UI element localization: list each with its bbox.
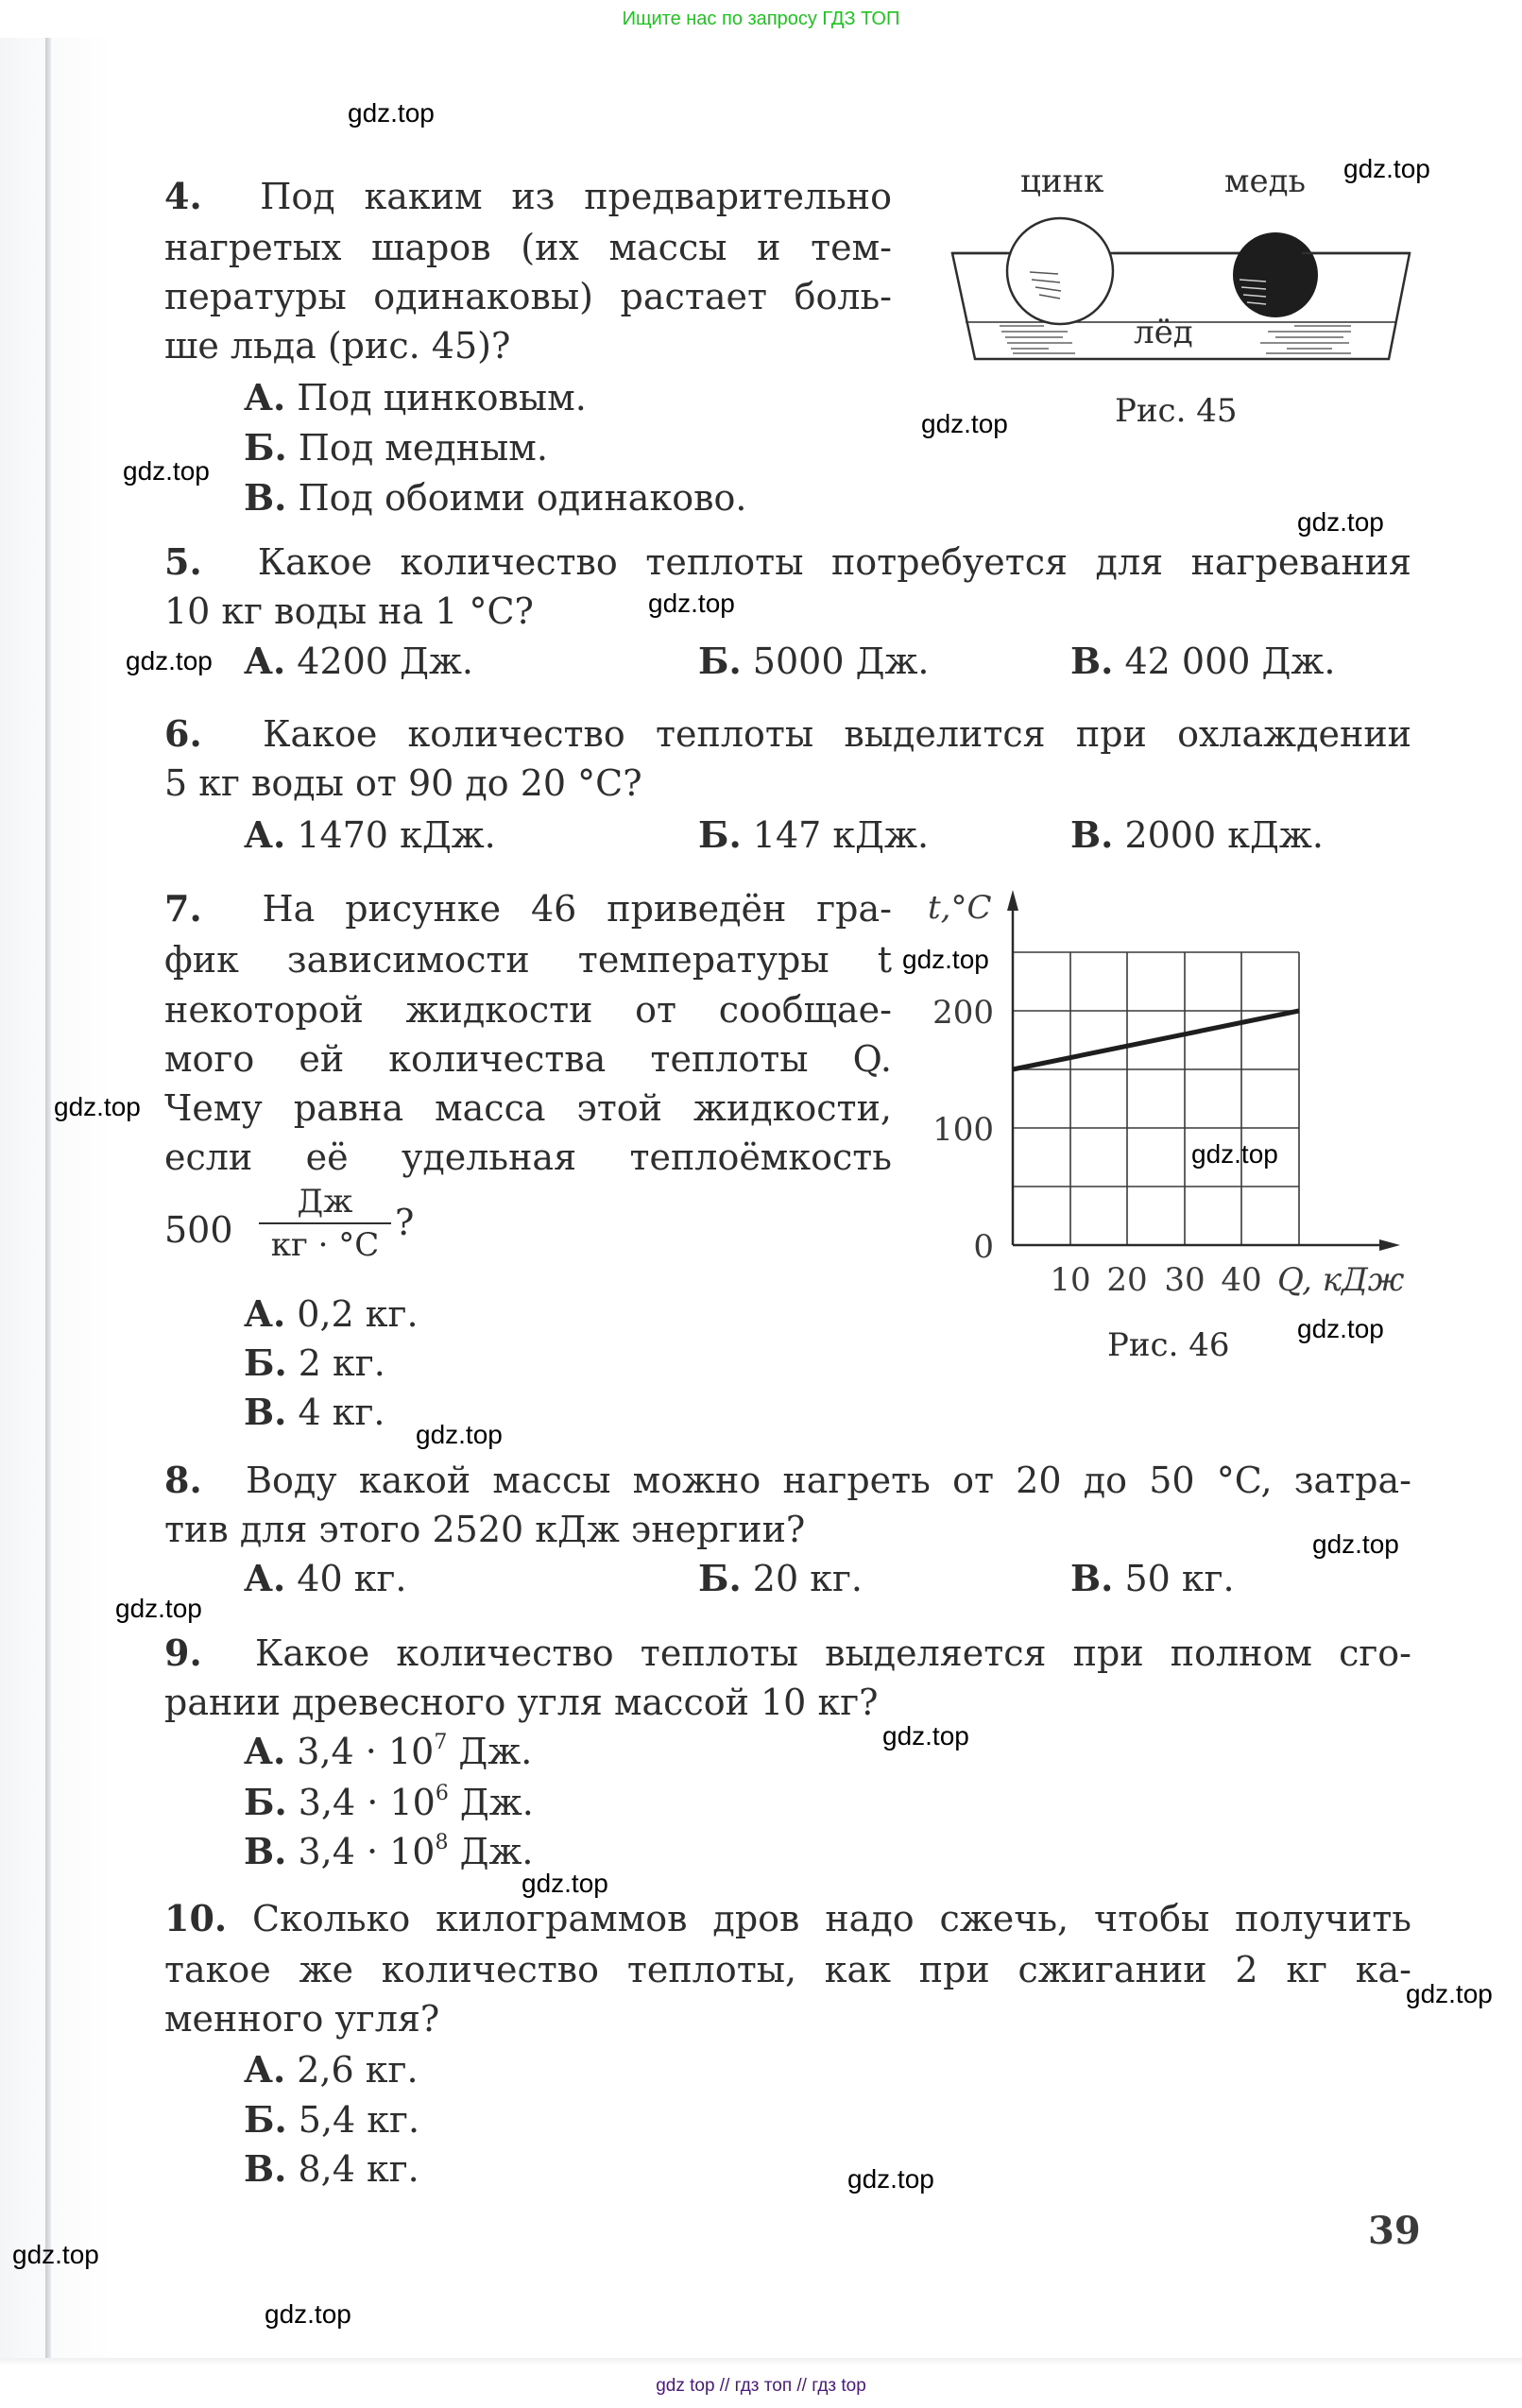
answer-option-b[interactable]	[244, 2095, 419, 2144]
option-letter: В.	[1070, 813, 1114, 856]
watermark: gdz.top	[902, 945, 989, 974]
watermark: gdz.top	[416, 1420, 503, 1449]
option-mantissa: 3,4 · 10	[298, 1831, 436, 1872]
question-line: ше льда (рис. 45)?	[164, 325, 511, 367]
y-tick-200: 200	[932, 994, 994, 1032]
answer-option-b[interactable]	[244, 423, 548, 472]
answer-option-a[interactable]	[244, 1289, 419, 1339]
data-line	[1013, 1011, 1299, 1069]
answer-option-b[interactable]	[698, 1554, 863, 1603]
question-line	[164, 172, 892, 221]
specific-heat-value: 500	[164, 1209, 233, 1251]
question-line: если её удельная теплоёмкость	[164, 1136, 892, 1178]
option-text: 5,4 кг.	[298, 2099, 420, 2141]
question-line: тив для этого 2520 кДж энергии?	[164, 1509, 806, 1550]
question-line: менного угля?	[164, 1998, 440, 2040]
question-number: 10.	[164, 1897, 228, 1939]
x-tick-10: 10	[1050, 1261, 1091, 1299]
y-tick-100: 100	[932, 1111, 994, 1149]
page-bottom-edge	[0, 2358, 1522, 2365]
fraction-bar	[259, 1222, 391, 1224]
option-mantissa: 3,4 · 10	[298, 1782, 436, 1823]
question-text: Какое количество теплоты выделяется при полном сго-	[255, 1632, 1411, 1674]
option-letter: Б.	[244, 426, 287, 469]
question-line: пературы одинаковы) растает боль-	[164, 276, 892, 317]
option-letter: В.	[244, 1830, 287, 1872]
y-axis-label: t,°C	[928, 889, 992, 927]
option-text: 4200 Дж.	[297, 640, 473, 682]
option-letter: В.	[244, 1391, 287, 1433]
option-letter: А.	[244, 2048, 286, 2091]
question-number: 7.	[164, 887, 202, 930]
answer-option-c[interactable]	[1070, 637, 1335, 686]
question-number: 4.	[164, 175, 202, 217]
option-letter: Б.	[244, 2098, 287, 2141]
zinc-ball-icon	[1007, 218, 1113, 324]
question-line	[164, 884, 892, 933]
option-letter: Б.	[698, 1557, 742, 1599]
option-text: 0,2 кг.	[297, 1293, 419, 1335]
option-text: 2 кг.	[298, 1342, 385, 1384]
answer-option-b[interactable]	[698, 637, 930, 686]
option-text: 8,4 кг.	[298, 2148, 419, 2190]
copper-ball-icon	[1233, 232, 1318, 317]
question-number: 6.	[164, 712, 202, 755]
question-line: Чему равна масса этой жидкости,	[164, 1087, 892, 1129]
watermark: gdz.top	[348, 98, 435, 128]
option-text: 2,6 кг.	[297, 2049, 419, 2091]
option-text: Под обоими одинаково.	[298, 477, 747, 519]
x-axis-arrow-icon	[1379, 1239, 1400, 1251]
watermark: gdz.top	[522, 1869, 608, 1898]
option-letter: А.	[244, 1557, 286, 1599]
question-text: Какое количество теплоты выделится при охлаждении	[263, 713, 1411, 755]
option-text: 42 000 Дж.	[1124, 640, 1336, 682]
option-text: 40 кг.	[297, 1558, 407, 1599]
option-letter: А.	[244, 640, 286, 682]
label-copper: медь	[1224, 162, 1307, 200]
question-line	[164, 1629, 1411, 1678]
option-unit: Дж.	[448, 1831, 534, 1872]
question-line	[164, 538, 1411, 587]
question-line: такое же количество теплоты, как при сжигании 2 кг ка-	[164, 1949, 1411, 1990]
watermark: gdz.top	[1191, 1139, 1278, 1169]
question-text: Сколько килограммов дров надо сжечь, чтобы получить	[252, 1898, 1411, 1939]
answer-option-b[interactable]	[698, 811, 929, 860]
question-mark: ?	[395, 1202, 415, 1243]
question-text: Воду какой массы можно нагреть от 20 до 50 °C, затра-	[246, 1460, 1411, 1501]
label-ice: лёд	[1134, 314, 1193, 351]
option-letter: Б.	[244, 1781, 287, 1823]
x-tick-20: 20	[1106, 1261, 1148, 1299]
question-line: рании древесного угля массой 10 кг?	[164, 1682, 879, 1723]
option-letter: А.	[244, 1730, 286, 1772]
figure-45-caption: Рис. 45	[1115, 392, 1238, 430]
option-exponent: 6	[435, 1782, 449, 1805]
answer-option-a[interactable]	[244, 1554, 406, 1603]
question-text: На рисунке 46 приведён гра-	[262, 888, 892, 930]
temperature-heat-chart	[926, 879, 1417, 1323]
label-zinc: цинк	[1020, 162, 1104, 200]
watermark: gdz.top	[847, 2164, 934, 2194]
footer-links: gdz top // гдз топ // гдз top	[656, 2376, 866, 2396]
x-tick-40: 40	[1221, 1261, 1262, 1299]
x-axis-label: Q, кДж	[1277, 1261, 1405, 1299]
watermark: gdz.top	[921, 409, 1008, 438]
question-line: мого ей количества теплоты Q.	[164, 1038, 892, 1080]
watermark: gdz.top	[126, 646, 213, 675]
option-text: 1470 кДж.	[297, 814, 496, 856]
question-number: 8.	[164, 1459, 202, 1501]
y-tick-0: 0	[973, 1228, 994, 1266]
option-letter: Б.	[698, 813, 742, 856]
answer-option-b[interactable]	[244, 1339, 385, 1388]
chart-grid	[1013, 952, 1299, 1245]
watermark: gdz.top	[54, 1092, 141, 1121]
option-mantissa: 3,4 · 10	[297, 1731, 435, 1772]
watermark: gdz.top	[882, 1721, 969, 1750]
watermark: gdz.top	[265, 2299, 351, 2329]
watermark: gdz.top	[1297, 507, 1384, 537]
option-text: 4 кг.	[298, 1392, 385, 1433]
question-line	[164, 1456, 1411, 1505]
option-exponent: 8	[435, 1831, 449, 1854]
watermark: gdz.top	[1312, 1529, 1399, 1559]
question-number: 9.	[164, 1631, 202, 1674]
page-number: 39	[1368, 2209, 1421, 2253]
answer-option-c[interactable]	[244, 2144, 419, 2194]
answer-option-c[interactable]	[1070, 1554, 1235, 1603]
option-letter: В.	[1070, 640, 1114, 682]
watermark: gdz.top	[648, 589, 735, 618]
option-letter: Б.	[244, 1341, 287, 1384]
question-line: нагретых шаров (их массы и тем-	[164, 227, 892, 268]
watermark: gdz.top	[1343, 154, 1430, 183]
watermark: gdz.top	[115, 1594, 202, 1623]
option-text: Под цинковым.	[297, 377, 587, 418]
question-line: 10 кг воды на 1 °C?	[164, 590, 534, 632]
watermark: gdz.top	[12, 2240, 99, 2269]
x-tick-30: 30	[1164, 1261, 1206, 1299]
watermark: gdz.top	[1297, 1314, 1384, 1343]
fraction-numerator: Дж	[297, 1183, 353, 1221]
answer-option-a[interactable]	[244, 637, 473, 686]
answer-option-a[interactable]	[244, 1727, 532, 1776]
watermark: gdz.top	[1406, 1979, 1493, 2008]
option-exponent: 7	[434, 1731, 448, 1754]
option-text: Под медным.	[298, 427, 548, 469]
page-binding-edge	[45, 38, 51, 2362]
answer-option-a[interactable]	[244, 373, 587, 422]
answer-option-c[interactable]	[244, 1388, 385, 1437]
option-unit: Дж.	[448, 1782, 534, 1823]
option-letter: Б.	[698, 640, 742, 682]
question-line	[164, 709, 1411, 759]
option-letter: А.	[244, 376, 286, 418]
option-text: 20 кг.	[752, 1558, 863, 1599]
option-letter: А.	[244, 813, 286, 856]
ice-tray-diagram	[935, 208, 1427, 378]
answer-option-c[interactable]	[244, 473, 746, 522]
figure-46-caption: Рис. 46	[1107, 1326, 1230, 1364]
question-text: Под каким из предварительно	[260, 176, 892, 217]
option-text: 2000 кДж.	[1124, 814, 1324, 856]
answer-option-c[interactable]	[1070, 811, 1324, 860]
question-line: 5 кг воды от 90 до 20 °C?	[164, 762, 642, 804]
option-letter: В.	[244, 476, 287, 519]
option-letter: В.	[1070, 1557, 1114, 1599]
question-line: фик зависимости температуры t	[164, 939, 892, 981]
unit-fraction	[259, 1183, 391, 1264]
question-line: некоторой жидкости от сообщае-	[164, 989, 892, 1031]
option-letter: В.	[244, 2147, 287, 2190]
option-text: 5000 Дж.	[752, 640, 930, 682]
question-number: 5.	[164, 540, 202, 583]
answer-option-a[interactable]	[244, 811, 496, 860]
option-unit: Дж.	[447, 1731, 533, 1772]
fraction-denominator: кг · °C	[270, 1226, 380, 1264]
answer-option-a[interactable]	[244, 2045, 419, 2094]
answer-option-b[interactable]	[244, 1778, 534, 1827]
search-banner: Ищите нас по запросу ГДЗ ТОП	[622, 9, 900, 29]
option-text: 50 кг.	[1124, 1558, 1235, 1599]
watermark: gdz.top	[123, 456, 210, 486]
option-text: 147 кДж.	[752, 814, 930, 856]
option-letter: А.	[244, 1292, 286, 1335]
question-line	[164, 1894, 1411, 1943]
question-text: Какое количество теплоты потребуется для нагревания	[257, 541, 1411, 583]
answer-option-c[interactable]	[244, 1827, 534, 1876]
y-axis-arrow-icon	[1007, 890, 1018, 911]
